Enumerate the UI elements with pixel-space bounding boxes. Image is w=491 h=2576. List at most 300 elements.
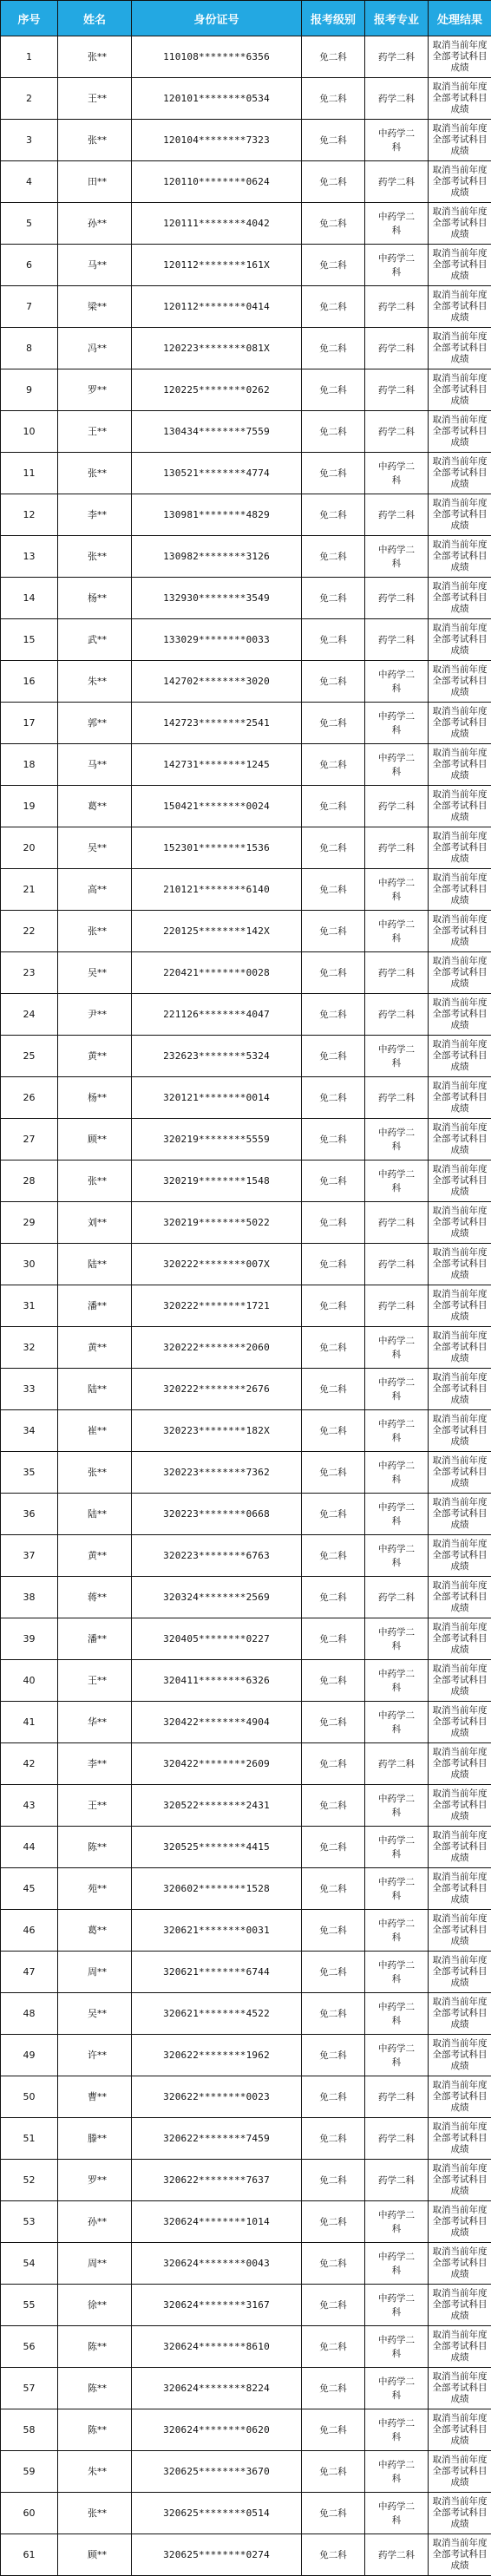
table-row [1, 1244, 491, 1285]
cell-id-number: 320624********0620 [132, 2409, 302, 2451]
table-row [1, 1743, 491, 1785]
table-row [1, 1036, 491, 1077]
cell-seq: 36 [1, 1494, 58, 1535]
cell-result: 取消当前年度全部考试科目成绩 [429, 827, 491, 869]
cell-major: 中药学二科 [365, 203, 429, 245]
cell-major: 中药学二科 [365, 2243, 429, 2285]
cell-major: 中药学二科 [365, 2035, 429, 2076]
table-row [1, 827, 491, 869]
table-row [1, 994, 491, 1036]
cell-result: 取消当前年度全部考试科目成绩 [429, 1660, 491, 1702]
cell-seq: 46 [1, 1910, 58, 1952]
cell-seq: 58 [1, 2409, 58, 2451]
cell-result: 取消当前年度全部考试科目成绩 [429, 1785, 491, 1827]
cell-seq: 15 [1, 619, 58, 661]
table-row [1, 1119, 491, 1161]
cell-result: 取消当前年度全部考试科目成绩 [429, 36, 491, 78]
cell-name: 蒋** [58, 1577, 132, 1618]
cell-name: 孙** [58, 203, 132, 245]
cell-major: 药学二科 [365, 328, 429, 369]
cell-exam-level: 免二科 [302, 661, 365, 703]
cell-name: 吴** [58, 827, 132, 869]
cell-id-number: 110108********6356 [132, 36, 302, 78]
cell-result: 取消当前年度全部考试科目成绩 [429, 2243, 491, 2285]
cell-result: 取消当前年度全部考试科目成绩 [429, 286, 491, 328]
cell-major: 药学二科 [365, 369, 429, 411]
cell-id-number: 320622********7637 [132, 2160, 302, 2201]
cell-id-number: 120112********161X [132, 245, 302, 286]
cell-major: 中药学二科 [365, 1827, 429, 1868]
cell-id-number: 130981********4829 [132, 494, 302, 536]
cell-result: 取消当前年度全部考试科目成绩 [429, 2035, 491, 2076]
cell-exam-level: 免二科 [302, 1285, 365, 1327]
cell-exam-level: 免二科 [302, 120, 365, 161]
cell-result: 取消当前年度全部考试科目成绩 [429, 619, 491, 661]
cell-exam-level: 免二科 [302, 1494, 365, 1535]
cell-exam-level: 免二科 [302, 578, 365, 619]
cell-seq: 50 [1, 2076, 58, 2118]
cell-seq: 26 [1, 1077, 58, 1119]
cell-seq: 48 [1, 1993, 58, 2035]
cell-name: 张** [58, 911, 132, 952]
cell-result: 取消当前年度全部考试科目成绩 [429, 1618, 491, 1660]
cell-result: 取消当前年度全部考试科目成绩 [429, 1868, 491, 1910]
cell-seq: 21 [1, 869, 58, 911]
cell-result: 取消当前年度全部考试科目成绩 [429, 2451, 491, 2493]
cell-id-number: 320422********2609 [132, 1743, 302, 1785]
cell-result: 取消当前年度全部考试科目成绩 [429, 1577, 491, 1618]
cell-id-number: 320625********3670 [132, 2451, 302, 2493]
cell-exam-level: 免二科 [302, 453, 365, 494]
cell-name: 朱** [58, 661, 132, 703]
cell-exam-level: 免二科 [302, 36, 365, 78]
cell-seq: 54 [1, 2243, 58, 2285]
cell-name: 王** [58, 1660, 132, 1702]
table-row [1, 1827, 491, 1868]
cell-id-number: 320219********5022 [132, 1202, 302, 1244]
cell-id-number: 320222********1721 [132, 1285, 302, 1327]
cell-name: 张** [58, 120, 132, 161]
cell-id-number: 320222********2676 [132, 1369, 302, 1410]
cell-result: 取消当前年度全部考试科目成绩 [429, 453, 491, 494]
cell-id-number: 142723********2541 [132, 703, 302, 744]
table-row [1, 1285, 491, 1327]
cell-major: 中药学二科 [365, 1993, 429, 2035]
cell-exam-level: 免二科 [302, 494, 365, 536]
cell-result: 取消当前年度全部考试科目成绩 [429, 2368, 491, 2409]
table-row [1, 2326, 491, 2368]
cell-major: 药学二科 [365, 1743, 429, 1785]
cell-name: 张** [58, 453, 132, 494]
cell-exam-level: 免二科 [302, 703, 365, 744]
cell-id-number: 220125********142X [132, 911, 302, 952]
cell-result: 取消当前年度全部考试科目成绩 [429, 2326, 491, 2368]
cell-major: 中药学二科 [365, 869, 429, 911]
table-row [1, 1535, 491, 1577]
cell-id-number: 120110********0624 [132, 161, 302, 203]
cell-major: 中药学二科 [365, 536, 429, 578]
table-row [1, 411, 491, 453]
cell-seq: 24 [1, 994, 58, 1036]
cell-exam-level: 免二科 [302, 2201, 365, 2243]
cell-result: 取消当前年度全部考试科目成绩 [429, 1202, 491, 1244]
cell-seq: 41 [1, 1702, 58, 1743]
cell-id-number: 320222********007X [132, 1244, 302, 1285]
cell-id-number: 130434********7559 [132, 411, 302, 453]
cell-exam-level: 免二科 [302, 161, 365, 203]
cell-name: 冯** [58, 328, 132, 369]
cell-name: 苑** [58, 1868, 132, 1910]
cell-exam-level: 免二科 [302, 2118, 365, 2160]
cell-major: 中药学二科 [365, 1327, 429, 1369]
cell-exam-level: 免二科 [302, 2326, 365, 2368]
cell-result: 取消当前年度全部考试科目成绩 [429, 411, 491, 453]
table-row [1, 78, 491, 120]
table-row [1, 952, 491, 994]
cell-name: 张** [58, 2493, 132, 2534]
table-row [1, 578, 491, 619]
cell-exam-level: 免二科 [302, 203, 365, 245]
cell-major: 中药学二科 [365, 1952, 429, 1993]
cell-name: 滕** [58, 2118, 132, 2160]
cell-id-number: 320622********7459 [132, 2118, 302, 2160]
cell-result: 取消当前年度全部考试科目成绩 [429, 1119, 491, 1161]
cell-name: 吴** [58, 952, 132, 994]
header-name: 姓名 [58, 1, 132, 36]
cell-seq: 51 [1, 2118, 58, 2160]
cell-seq: 52 [1, 2160, 58, 2201]
cell-name: 葛** [58, 786, 132, 827]
cell-major: 中药学二科 [365, 2326, 429, 2368]
cell-name: 陆** [58, 1369, 132, 1410]
cell-id-number: 221126********4047 [132, 994, 302, 1036]
cell-name: 潘** [58, 1618, 132, 1660]
cell-exam-level: 免二科 [302, 1660, 365, 1702]
cell-major: 药学二科 [365, 494, 429, 536]
cell-seq: 44 [1, 1827, 58, 1868]
cell-seq: 11 [1, 453, 58, 494]
table-row [1, 328, 491, 369]
cell-id-number: 320405********0227 [132, 1618, 302, 1660]
cell-id-number: 142731********1245 [132, 744, 302, 786]
cell-seq: 39 [1, 1618, 58, 1660]
cell-exam-level: 免二科 [302, 2368, 365, 2409]
cell-major: 中药学二科 [365, 1702, 429, 1743]
cell-name: 顾** [58, 2534, 132, 2576]
cell-id-number: 320422********4904 [132, 1702, 302, 1743]
cell-id-number: 320624********0043 [132, 2243, 302, 2285]
table-row [1, 453, 491, 494]
cell-exam-level: 免二科 [302, 78, 365, 120]
cell-exam-level: 免二科 [302, 994, 365, 1036]
cell-exam-level: 免二科 [302, 619, 365, 661]
cell-name: 崔** [58, 1410, 132, 1452]
cell-seq: 25 [1, 1036, 58, 1077]
cell-major: 药学二科 [365, 786, 429, 827]
cell-result: 取消当前年度全部考试科目成绩 [429, 536, 491, 578]
cell-exam-level: 免二科 [302, 328, 365, 369]
cell-seq: 32 [1, 1327, 58, 1369]
cell-result: 取消当前年度全部考试科目成绩 [429, 1285, 491, 1327]
table-row [1, 2201, 491, 2243]
cell-name: 潘** [58, 1285, 132, 1327]
cell-id-number: 130521********4774 [132, 453, 302, 494]
cell-name: 陆** [58, 1494, 132, 1535]
cell-id-number: 320223********6763 [132, 1535, 302, 1577]
cell-major: 药学二科 [365, 2118, 429, 2160]
cell-id-number: 130982********3126 [132, 536, 302, 578]
cell-result: 取消当前年度全部考试科目成绩 [429, 78, 491, 120]
cell-exam-level: 免二科 [302, 1993, 365, 2035]
cell-major: 中药学二科 [365, 1494, 429, 1535]
cell-major: 中药学二科 [365, 703, 429, 744]
cell-name: 陈** [58, 1827, 132, 1868]
cell-name: 田** [58, 161, 132, 203]
cell-result: 取消当前年度全部考试科目成绩 [429, 1161, 491, 1202]
cell-exam-level: 免二科 [302, 1868, 365, 1910]
cell-id-number: 120223********081X [132, 328, 302, 369]
cell-result: 取消当前年度全部考试科目成绩 [429, 744, 491, 786]
table-row [1, 2451, 491, 2493]
cell-major: 中药学二科 [365, 2201, 429, 2243]
cell-exam-level: 免二科 [302, 1036, 365, 1077]
cell-seq: 33 [1, 1369, 58, 1410]
cell-id-number: 320411********6326 [132, 1660, 302, 1702]
table-row [1, 786, 491, 827]
cell-id-number: 120225********0262 [132, 369, 302, 411]
cell-name: 高** [58, 869, 132, 911]
cell-name: 顾** [58, 1119, 132, 1161]
cell-major: 中药学二科 [365, 120, 429, 161]
table-row [1, 1702, 491, 1743]
cell-major: 中药学二科 [365, 2493, 429, 2534]
table-row [1, 1660, 491, 1702]
header-id-number: 身份证号 [132, 1, 302, 36]
cell-id-number: 320525********4415 [132, 1827, 302, 1868]
cell-id-number: 320621********4522 [132, 1993, 302, 2035]
cell-id-number: 320624********1014 [132, 2201, 302, 2243]
cell-name: 曹** [58, 2076, 132, 2118]
cell-result: 取消当前年度全部考试科目成绩 [429, 994, 491, 1036]
table-row [1, 1993, 491, 2035]
cell-major: 中药学二科 [365, 1868, 429, 1910]
table-body [1, 36, 491, 2576]
cell-seq: 22 [1, 911, 58, 952]
table-row [1, 1868, 491, 1910]
cell-seq: 34 [1, 1410, 58, 1452]
cell-name: 刘** [58, 1202, 132, 1244]
cell-seq: 6 [1, 245, 58, 286]
cell-seq: 56 [1, 2326, 58, 2368]
table-row [1, 2035, 491, 2076]
table-row [1, 1785, 491, 1827]
cell-name: 陈** [58, 2368, 132, 2409]
cell-seq: 8 [1, 328, 58, 369]
cell-result: 取消当前年度全部考试科目成绩 [429, 952, 491, 994]
cell-exam-level: 免二科 [302, 1618, 365, 1660]
cell-result: 取消当前年度全部考试科目成绩 [429, 1702, 491, 1743]
table-row [1, 2243, 491, 2285]
cell-result: 取消当前年度全部考试科目成绩 [429, 2285, 491, 2326]
cell-id-number: 320219********1548 [132, 1161, 302, 1202]
cell-exam-level: 免二科 [302, 1785, 365, 1827]
table-row [1, 619, 491, 661]
cell-result: 取消当前年度全部考试科目成绩 [429, 1743, 491, 1785]
cell-result: 取消当前年度全部考试科目成绩 [429, 1327, 491, 1369]
cell-id-number: 232623********5324 [132, 1036, 302, 1077]
cell-exam-level: 免二科 [302, 1244, 365, 1285]
cell-id-number: 150421********0024 [132, 786, 302, 827]
cell-major: 中药学二科 [365, 2368, 429, 2409]
cell-major: 药学二科 [365, 1244, 429, 1285]
table-row [1, 2285, 491, 2326]
table-row [1, 1202, 491, 1244]
cell-exam-level: 免二科 [302, 2243, 365, 2285]
cell-name: 张** [58, 1161, 132, 1202]
cell-result: 取消当前年度全部考试科目成绩 [429, 786, 491, 827]
cell-seq: 23 [1, 952, 58, 994]
cell-exam-level: 免二科 [302, 2409, 365, 2451]
cell-result: 取消当前年度全部考试科目成绩 [429, 1410, 491, 1452]
cell-name: 周** [58, 1952, 132, 1993]
cell-seq: 4 [1, 161, 58, 203]
cell-major: 中药学二科 [365, 2451, 429, 2493]
cell-seq: 14 [1, 578, 58, 619]
cell-seq: 37 [1, 1535, 58, 1577]
cell-id-number: 320324********2569 [132, 1577, 302, 1618]
cell-seq: 17 [1, 703, 58, 744]
cell-name: 黄** [58, 1535, 132, 1577]
cell-result: 取消当前年度全部考试科目成绩 [429, 369, 491, 411]
cell-id-number: 320622********1962 [132, 2035, 302, 2076]
cell-major: 药学二科 [365, 952, 429, 994]
cell-major: 药学二科 [365, 1202, 429, 1244]
header-exam-level: 报考级别 [302, 1, 365, 36]
cell-id-number: 120112********0414 [132, 286, 302, 328]
cell-result: 取消当前年度全部考试科目成绩 [429, 1077, 491, 1119]
cell-id-number: 320219********5559 [132, 1119, 302, 1161]
cell-name: 陆** [58, 1244, 132, 1285]
table-row [1, 245, 491, 286]
cell-id-number: 320223********7362 [132, 1452, 302, 1494]
cell-seq: 59 [1, 2451, 58, 2493]
cell-result: 取消当前年度全部考试科目成绩 [429, 911, 491, 952]
cell-name: 武** [58, 619, 132, 661]
table-row [1, 703, 491, 744]
table-row [1, 2160, 491, 2201]
cell-name: 周** [58, 2243, 132, 2285]
cell-major: 中药学二科 [365, 1660, 429, 1702]
cell-id-number: 120104********7323 [132, 120, 302, 161]
cell-id-number: 132930********3549 [132, 578, 302, 619]
cell-seq: 45 [1, 1868, 58, 1910]
table-row [1, 2118, 491, 2160]
cell-exam-level: 免二科 [302, 1410, 365, 1452]
table-row [1, 1618, 491, 1660]
cell-seq: 43 [1, 1785, 58, 1827]
cell-name: 尹** [58, 994, 132, 1036]
cell-id-number: 320223********0668 [132, 1494, 302, 1535]
cell-id-number: 320624********8610 [132, 2326, 302, 2368]
cell-seq: 18 [1, 744, 58, 786]
table-row [1, 36, 491, 78]
cell-major: 药学二科 [365, 78, 429, 120]
cell-name: 马** [58, 245, 132, 286]
cell-seq: 60 [1, 2493, 58, 2534]
cell-result: 取消当前年度全部考试科目成绩 [429, 1827, 491, 1868]
cell-id-number: 152301********1536 [132, 827, 302, 869]
cell-name: 陈** [58, 2409, 132, 2451]
cell-exam-level: 免二科 [302, 2076, 365, 2118]
cell-result: 取消当前年度全部考试科目成绩 [429, 1910, 491, 1952]
cell-major: 药学二科 [365, 2076, 429, 2118]
cell-exam-level: 免二科 [302, 369, 365, 411]
table-row [1, 1452, 491, 1494]
cell-id-number: 133029********0033 [132, 619, 302, 661]
table-row [1, 1410, 491, 1452]
header-result: 处理结果 [429, 1, 491, 36]
cell-name: 罗** [58, 369, 132, 411]
cell-exam-level: 免二科 [302, 869, 365, 911]
cell-exam-level: 免二科 [302, 911, 365, 952]
cell-major: 中药学二科 [365, 2409, 429, 2451]
cell-seq: 27 [1, 1119, 58, 1161]
cell-id-number: 320522********2431 [132, 1785, 302, 1827]
cell-exam-level: 免二科 [302, 786, 365, 827]
cell-exam-level: 免二科 [302, 827, 365, 869]
table-row [1, 2534, 491, 2576]
cell-exam-level: 免二科 [302, 1369, 365, 1410]
cell-seq: 47 [1, 1952, 58, 1993]
header-major: 报考专业 [365, 1, 429, 36]
cell-major: 中药学二科 [365, 245, 429, 286]
table-row [1, 911, 491, 952]
table-row [1, 1077, 491, 1119]
cell-exam-level: 免二科 [302, 2534, 365, 2576]
cell-exam-level: 免二科 [302, 1452, 365, 1494]
cell-id-number: 120101********0534 [132, 78, 302, 120]
cell-seq: 28 [1, 1161, 58, 1202]
cell-major: 药学二科 [365, 827, 429, 869]
cell-major: 中药学二科 [365, 2285, 429, 2326]
table-row [1, 1494, 491, 1535]
cell-id-number: 220421********0028 [132, 952, 302, 994]
table-row [1, 2493, 491, 2534]
cell-major: 药学二科 [365, 286, 429, 328]
cell-result: 取消当前年度全部考试科目成绩 [429, 2160, 491, 2201]
table-row [1, 120, 491, 161]
cell-id-number: 320621********0031 [132, 1910, 302, 1952]
cell-exam-level: 免二科 [302, 2493, 365, 2534]
cell-name: 王** [58, 411, 132, 453]
cell-major: 中药学二科 [365, 1910, 429, 1952]
cell-major: 药学二科 [365, 619, 429, 661]
cell-seq: 20 [1, 827, 58, 869]
cell-result: 取消当前年度全部考试科目成绩 [429, 1494, 491, 1535]
cell-result: 取消当前年度全部考试科目成绩 [429, 1036, 491, 1077]
cell-result: 取消当前年度全部考试科目成绩 [429, 1952, 491, 1993]
cell-result: 取消当前年度全部考试科目成绩 [429, 1993, 491, 2035]
table-row [1, 286, 491, 328]
cell-exam-level: 免二科 [302, 411, 365, 453]
cell-exam-level: 免二科 [302, 1327, 365, 1369]
cell-id-number: 320624********3167 [132, 2285, 302, 2326]
header-row [1, 1, 491, 36]
cell-exam-level: 免二科 [302, 2035, 365, 2076]
cell-exam-level: 免二科 [302, 536, 365, 578]
cell-result: 取消当前年度全部考试科目成绩 [429, 1244, 491, 1285]
cell-id-number: 120111********4042 [132, 203, 302, 245]
